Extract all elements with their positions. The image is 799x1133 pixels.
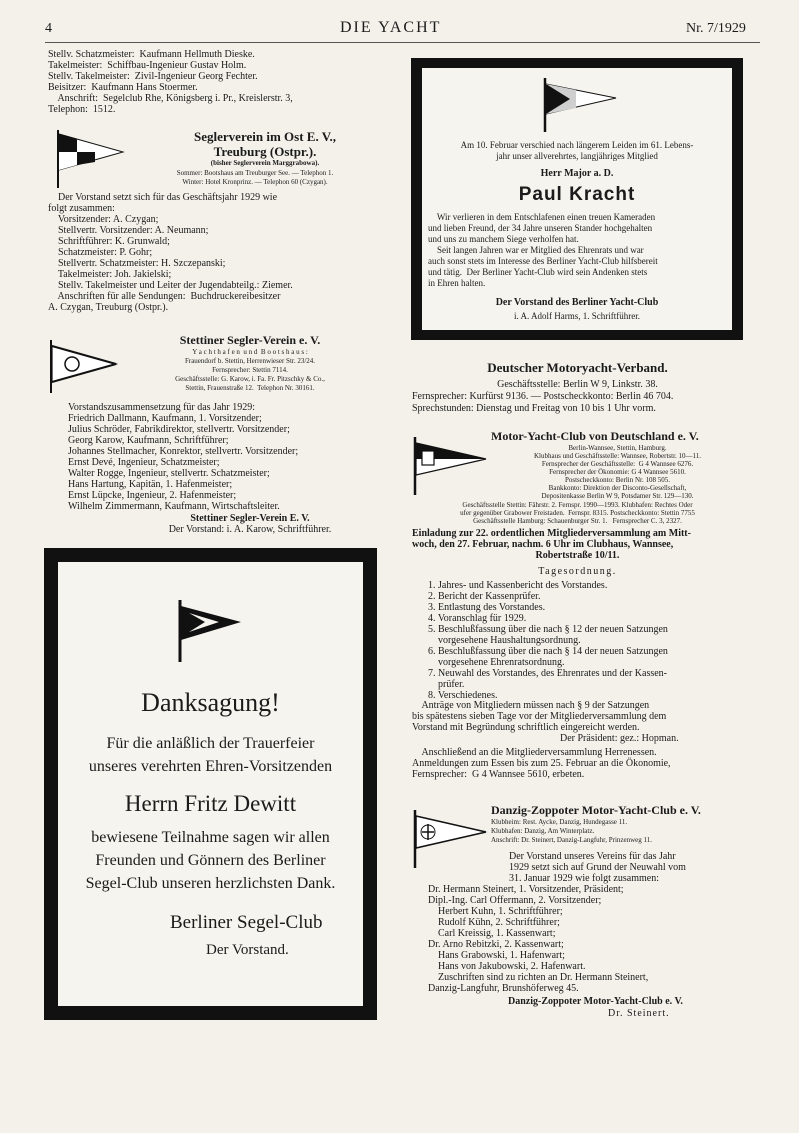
left-top-block-line: Stellv. Schatzmeister: Kaufmann Hellmuth Dieske. xyxy=(48,49,255,60)
mycd-agenda-line: 4. Voranschlag für 1929. xyxy=(428,613,527,624)
mycd-flag-icon xyxy=(410,437,490,495)
obit-body-line: und tätig. Der Berliner Yacht-Club wird sein Andenken stets xyxy=(428,267,648,277)
byc-flag-icon xyxy=(540,76,620,134)
mycd-info-wide-line: ufer gegenüber Grabower Freistaden. Fernspr. 8315. Postscheckkonto: Stettin 7755 xyxy=(460,509,695,517)
stettin-info-line: Stettin, Frauenstraße 12. Telephon Nr. 30161. xyxy=(185,384,315,392)
mycd-info-wide-line: Geschäftsstelle Stettin: Fährstr. 2. Fernspr. 1990—1993. Klubhafen: Rechtes Oder xyxy=(462,501,693,509)
ost-board-list-line: Schriftführer: K. Grunwald; xyxy=(48,236,170,247)
danzig-intro-line: 31. Januar 1929 wie folgt zusammen: xyxy=(509,873,659,884)
danzig-info-line: Anschrift: Dr. Steinert, Danzig-Langfuhr, Prinzenweg 11. xyxy=(491,836,652,844)
stettin-info-line: Y a c h t h a f e n u n d B o o t s h a u s : xyxy=(192,348,308,356)
mycd-dinner-line: Anschließend an die Mitgliederversammlung Herrenessen. xyxy=(412,747,657,758)
danzig-board-list-line: Rudolf Kühn, 2. Schriftführer; xyxy=(428,917,560,928)
ost-board-list-line: Takelmeister: Joh. Jakielski; xyxy=(48,269,172,280)
left-top-block-line: Anschrift: Segelclub Rhe, Königsberg i. Pr., Kreislerstr. 3, xyxy=(48,93,293,104)
mycd-agenda-line: 8. Verschiedenes. xyxy=(428,690,498,701)
danzig-board-list-line: Hans Grabowski, 1. Hafenwart; xyxy=(428,950,565,961)
mycd-title: Motor-Yacht-Club von Deutschland e. V. xyxy=(491,429,699,443)
obit-body-line: Seit langen Jahren war er Mitglied des Ehrenrats und war xyxy=(428,245,644,255)
danzig-board-list-line: Danzig-Langfuhr, Brunshöferweg 45. xyxy=(428,983,579,994)
mycd-agenda-line: 1. Jahres- und Kassenbericht des Vorstandes. xyxy=(428,580,608,591)
mycd-info-line: Depositenkasse Berlin W 9, Potsdamer Str. 129—130. xyxy=(541,492,694,500)
stettin-board-list-line: Johannes Stellmacher, Konrektor, stellvertr. Vorsitzender; xyxy=(68,446,299,457)
ost-board-list-line: Vorsitzender: A. Czygan; xyxy=(48,214,159,225)
mycd-info-line: Klubhaus und Geschäftsstelle: Wannsee, Robertstr. 10—11. xyxy=(533,452,702,460)
stettin-board-list-line: Wilhelm Zimmermann, Kaufmann, Wirtschaftsleiter. xyxy=(68,501,280,512)
danzig-board-list-line: Herbert Kuhn, 1. Schriftführer; xyxy=(428,906,563,917)
club-flag-icon xyxy=(55,130,125,190)
dmv-title: Deutscher Motoryacht-Verband. xyxy=(487,360,668,375)
stettin-board-list-line: Walter Rogge, Ingenieur, stellvertr. Schatzmeister; xyxy=(68,468,270,479)
mycd-motions-line: Anträge von Mitgliedern müssen nach § 9 der Satzungen xyxy=(412,700,650,711)
mycd-dinner-line: Fernsprecher: G 4 Wannsee 5610, erbeten. xyxy=(412,769,585,780)
obit-line-2: jahr unser allverehrtes, langjähriges Mitglied xyxy=(496,151,658,161)
ost-summer: Sommer: Bootshaus am Treuburger See. — Telephon 1. xyxy=(176,169,334,177)
obit-body-line: auch sonst stets im Interesse des Berliner Yacht-Club hilfsbereit xyxy=(428,256,658,266)
stettin-info-line: Geschäftsstelle: G. Karow, i. Fa. Fr. Pitzschky & Co., xyxy=(175,375,325,383)
mycd-dinner-line: Anmeldungen zum Essen bis zum 25. Februar an die Ökonomie, xyxy=(412,758,671,769)
stettin-flag-icon xyxy=(48,340,120,395)
danzig-intro-line: 1929 setzt sich auf Grund der Neuwahl vom xyxy=(509,862,686,873)
danzig-signature-club: Danzig-Zoppoter Motor-Yacht-Club e. V. xyxy=(508,996,683,1007)
mycd-info-line: Postscheckkonto: Berlin Nr. 108 505. xyxy=(565,476,670,484)
mycd-invitation-line: woch, den 27. Februar, nachm. 6 Uhr im Clubhaus, Wannsee, xyxy=(412,539,674,550)
mycd-agenda-line: vorgesehene Ehrenratsordnung. xyxy=(428,657,565,668)
mycd-info-line: Fernsprecher der Geschäftsstelle: G 4 Wannsee 6276. xyxy=(541,460,694,468)
dank-board: Der Vorstand. xyxy=(206,942,289,958)
stettin-board-list-line: Ernst Lüpcke, Ingenieur, 2. Hafenmeister; xyxy=(68,490,237,501)
left-top-block-line: Telephon: 1512. xyxy=(48,104,116,115)
ost-title: Seglerverein im Ost E. V., xyxy=(194,129,336,144)
obit-body-line: in Ehren halten. xyxy=(428,278,486,288)
left-top-block-line: Takelmeister: Schiffbau-Ingenieur Gustav Holm. xyxy=(48,60,247,71)
stettin-board-list-line: Hans Hartung, Kapitän, 1. Hafenmeister; xyxy=(68,479,233,490)
dank-honoree: Herrn Fritz Dewitt xyxy=(124,791,297,816)
danzig-board-list-line: Zuschriften sind zu richten an Dr. Hermann Steinert, xyxy=(428,972,649,983)
stettin-info-line: Fernsprecher: Stettin 7114. xyxy=(212,366,288,374)
mycd-info-line: Bankkonto: Direktion der Disconto-Gesellschaft, xyxy=(548,484,687,492)
ost-board-list-line: Der Vorstand setzt sich für das Geschäftsjahr 1929 wie xyxy=(48,192,278,203)
obit-line-1: Am 10. Februar verschied nach längerem Leiden im 61. Lebens- xyxy=(460,140,694,150)
danzig-info-line: Klubheim: Rest. Aycke, Danzig, Hundegasse 11. xyxy=(491,818,628,826)
danzig-board-list-line: Dr. Arno Rebitzki, 2. Kassenwart; xyxy=(428,939,564,950)
danzig-flag-icon xyxy=(410,810,490,868)
mycd-invitation-line: Einladung zur 22. ordentlichen Mitgliederversammlung am Mitt- xyxy=(412,528,691,539)
ost-board-list-line: Schatzmeister: P. Gohr; xyxy=(48,247,153,258)
pennant-icon xyxy=(175,598,247,664)
mycd-info-line: Berlin-Wannsee, Stettin, Hamburg. xyxy=(568,444,667,452)
ost-board-list-line: Stellvertr. Vorsitzender: A. Neumann; xyxy=(48,225,209,236)
stettin-info-line: Frauendorf b. Stettin, Herrenwieser Str. 23/24. xyxy=(184,357,316,365)
ost-board-list-line: A. Czygan, Treuburg (Ostpr.). xyxy=(48,302,169,313)
mycd-motions-line: Vorstand mit Begründung schriftlich eingereicht werden. xyxy=(412,722,640,733)
ost-winter: Winter: Hotel Kronprinz. — Telephon 60 (Czygan). xyxy=(182,178,328,186)
dmv-hours: Sprechstunden: Dienstag und Freitag von 10 bis 1 Uhr vorm. xyxy=(412,403,656,414)
mycd-agenda-line: 2. Bericht der Kassenprüfer. xyxy=(428,591,541,602)
mycd-agenda-line: 6. Beschlußfassung über die nach § 14 der neuen Satzungen xyxy=(428,646,668,657)
mycd-president: Der Präsident: gez.: Hopman. xyxy=(560,733,679,744)
mycd-agenda-line: 7. Neuwahl des Vorstandes, des Ehrenrates und der Kassen- xyxy=(428,668,668,679)
left-top-block-line: Beisitzer: Kaufmann Hans Stoermer. xyxy=(48,82,198,93)
stettin-board-list-line: Ernst Devé, Ingenieur, Schatzmeister; xyxy=(68,457,220,468)
left-top-block-line: Stellv. Takelmeister: Zivil-Ingenieur Georg Fechter. xyxy=(48,71,258,82)
mycd-agenda-line: 3. Entlastung des Vorstandes. xyxy=(428,602,546,613)
dmv-phone: Fernsprecher: Kurfürst 9136. — Postscheckkonto: Berlin 46 704. xyxy=(412,391,674,402)
stettin-board-list-line: Julius Schröder, Fabrikdirektor, stellvertr. Vorsitzender; xyxy=(68,424,290,435)
ost-subtitle: (bisher Seglerverein Marggrabowa). xyxy=(210,159,320,167)
mycd-agenda-line: 5. Beschlußfassung über die nach § 12 der neuen Satzungen xyxy=(428,624,668,635)
danzig-intro-line: Der Vorstand unseres Vereins für das Jahr xyxy=(509,851,676,862)
mycd-agenda-line: prüfer. xyxy=(428,679,465,690)
danzig-board-list-line: Carl Kreissig, 1. Kassenwart; xyxy=(428,928,556,939)
dmv-office: Geschäftsstelle: Berlin W 9, Linkstr. 38. xyxy=(497,379,658,390)
ost-board-list-line: Anschriften für alle Sendungen: Buchdruckereibesitzer xyxy=(48,291,281,302)
obit-signature-name: i. A. Adolf Harms, 1. Schriftführer. xyxy=(514,311,640,321)
stettin-board-list-line: Friedrich Dallmann, Kaufmann, 1. Vorsitzender; xyxy=(68,413,262,424)
stettin-board-list-line: Vorstandszusammensetzung für das Jahr 1929: xyxy=(68,402,256,413)
dank-line-5: Segel-Club unseren herzlichsten Dank. xyxy=(85,875,336,892)
danzig-board-list-line: Dr. Hermann Steinert, 1. Vorsitzender, Präsident; xyxy=(428,884,624,895)
obit-rank: Herr Major a. D. xyxy=(540,168,614,179)
mycd-motions-line: bis spätestens sieben Tage vor der Mitgliederversammlung dem xyxy=(412,711,667,722)
danzig-board-list-line: Hans von Jakubowski, 2. Hafenwart. xyxy=(428,961,586,972)
mycd-agenda-title: Tagesordnung. xyxy=(538,566,617,577)
dank-club: Berliner Segel-Club xyxy=(170,912,323,933)
stettin-signature: Der Vorstand: i. A. Karow, Schriftführer. xyxy=(168,524,332,535)
stettin-board-list-line: Georg Karow, Kaufmann, Schriftführer; xyxy=(68,435,229,446)
dank-line-1: Für die anläßlich der Trauerfeier xyxy=(106,735,315,752)
obit-name: Paul Kracht xyxy=(518,184,636,205)
obit-body-line: Wir verlieren in dem Entschlafenen einen treuen Kameraden xyxy=(428,212,656,222)
stettin-title: Stettiner Segler-Verein e. V. xyxy=(179,333,321,347)
ost-board-list-line: Stellvertr. Schatzmeister: H. Szczepanski; xyxy=(48,258,226,269)
header-rule xyxy=(45,42,760,43)
mycd-agenda-line: vorgesehene Haushaltungsordnung. xyxy=(428,635,581,646)
mycd-info-wide-line: Geschäftsstelle Hamburg: Schauenburger Str. 1. Fernsprecher C. 3, 2327. xyxy=(473,517,682,525)
danzig-info-line: Klubhafen: Danzig, Am Winterplatz. xyxy=(491,827,595,835)
mycd-invitation-address: Robertstraße 10/11. xyxy=(535,550,620,561)
page-number: 4 xyxy=(45,21,52,36)
ost-board-list-line: folgt zusammen: xyxy=(48,203,115,214)
obit-body-line: und lieben Freund, der 34 Jahre unseren Stander hochgehalten xyxy=(428,223,653,233)
mycd-info-line: Fernsprecher der Ökonomie: G 4 Wannsee 5610. xyxy=(549,468,686,476)
ost-board-list-line: Stellv. Takelmeister und Leiter der Jugendabteilg.: Ziemer. xyxy=(48,280,293,291)
danzig-signature: Dr. Steinert. xyxy=(608,1008,670,1019)
issue-number: Nr. 7/1929 xyxy=(686,21,746,36)
journal-title: DIE YACHT xyxy=(340,19,442,36)
danksagung-title: Danksagung! xyxy=(141,688,280,717)
obit-signature: Der Vorstand des Berliner Yacht-Club xyxy=(495,297,659,308)
danzig-board-list-line: Dipl.-Ing. Carl Offermann, 2. Vorsitzender; xyxy=(428,895,602,906)
danzig-title: Danzig-Zoppoter Motor-Yacht-Club e. V. xyxy=(491,803,701,817)
dank-line-3: bewiesene Teilnahme sagen wir allen xyxy=(91,829,330,846)
stettin-signature-club: Stettiner Segler-Verein E. V. xyxy=(190,513,310,524)
dank-line-4: Freunden und Gönnern des Berliner xyxy=(95,852,326,869)
ost-title-city: Treuburg (Ostpr.). xyxy=(213,144,317,159)
dank-line-2: unseres verehrten Ehren-Vorsitzenden xyxy=(88,758,333,775)
obit-body-line: und uns zu manchem Siege verholfen hat. xyxy=(428,234,579,244)
